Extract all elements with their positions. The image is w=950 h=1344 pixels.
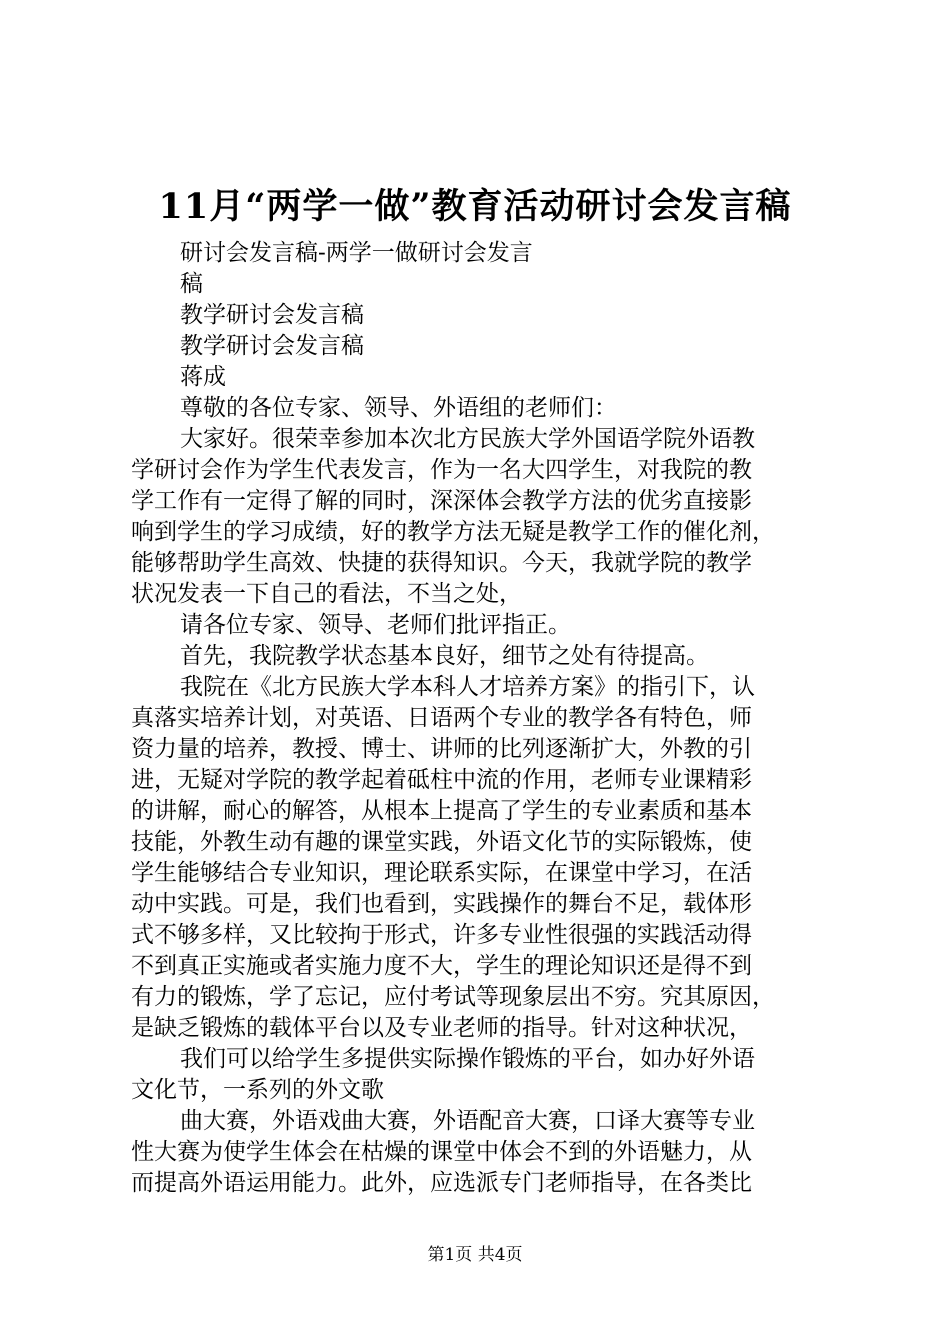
text-line: 教学研讨会发言稿 [180, 333, 364, 359]
text-line: 学工作有一定得了解的同时，深深体会教学方法的优劣直接影 [131, 488, 752, 514]
text-line: 性大赛为使学生体会在枯燥的课堂中体会不到的外语魅力，从 [131, 1139, 752, 1165]
text-line: 研讨会发言稿-两学一做研讨会发言 [180, 240, 533, 266]
text-line: 稿 [180, 271, 203, 297]
text-line: 请各位专家、领导、老师们批评指正。 [180, 612, 571, 638]
text-line: 教学研讨会发言稿 [180, 302, 364, 328]
text-line: 学生能够结合专业知识，理论联系实际，在课堂中学习，在活 [131, 860, 752, 886]
text-line: 的讲解，耐心的解答，从根本上提高了学生的专业素质和基本 [131, 798, 752, 824]
text-line: 而提高外语运用能力。此外，应选派专门老师指导，在各类比 [131, 1170, 752, 1196]
text-line: 技能，外教生动有趣的课堂实践，外语文化节的实际锻炼，使 [131, 829, 752, 855]
text-line: 能够帮助学生高效、快捷的获得知识。今天，我就学院的教学 [131, 550, 752, 576]
text-line: 我们可以给学生多提供实际操作锻炼的平台，如办好外语 [180, 1046, 755, 1072]
text-line: 真落实培养计划，对英语、日语两个专业的教学各有特色，师 [131, 705, 752, 731]
text-line: 大家好。很荣幸参加本次北方民族大学外国语学院外语教 [180, 426, 755, 452]
text-line: 尊敬的各位专家、领导、外语组的老师们： [180, 395, 617, 421]
text-line: 首先，我院教学状态基本良好，细节之处有待提高。 [180, 643, 709, 669]
text-line: 蒋成 [180, 364, 226, 390]
document-title: 11月“两学一做”教育活动研讨会发言稿 [158, 186, 792, 227]
text-line: 学研讨会作为学生代表发言，作为一名大四学生，对我院的教 [131, 457, 752, 483]
text-line: 是缺乏锻炼的载体平台以及专业老师的指导。针对这种状况， [131, 1015, 752, 1041]
text-line: 动中实践。可是，我们也看到，实践操作的舞台不足，载体形 [131, 891, 752, 917]
text-line: 曲大赛，外语戏曲大赛，外语配音大赛，口译大赛等专业 [180, 1108, 755, 1134]
page-number: 第1页 共4页 [427, 1245, 523, 1265]
text-line: 不到真正实施或者实施力度不大，学生的理论知识还是得不到 [131, 953, 752, 979]
text-line: 进，无疑对学院的教学起着砥柱中流的作用，老师专业课精彩 [131, 767, 752, 793]
text-line: 式不够多样，又比较拘于形式，许多专业性很强的实践活动得 [131, 922, 752, 948]
text-line: 有力的锻炼，学了忘记，应付考试等现象层出不穷。究其原因， [131, 984, 775, 1010]
text-line: 响到学生的学习成绩，好的教学方法无疑是教学工作的催化剂， [131, 519, 775, 545]
text-line: 文化节，一系列的外文歌 [131, 1077, 384, 1103]
text-line: 资力量的培养，教授、博士、讲师的比列逐渐扩大，外教的引 [131, 736, 752, 762]
text-line: 我院在《北方民族大学本科人才培养方案》的指引下，认 [180, 674, 755, 700]
text-line: 状况发表一下自己的看法，不当之处， [131, 581, 522, 607]
